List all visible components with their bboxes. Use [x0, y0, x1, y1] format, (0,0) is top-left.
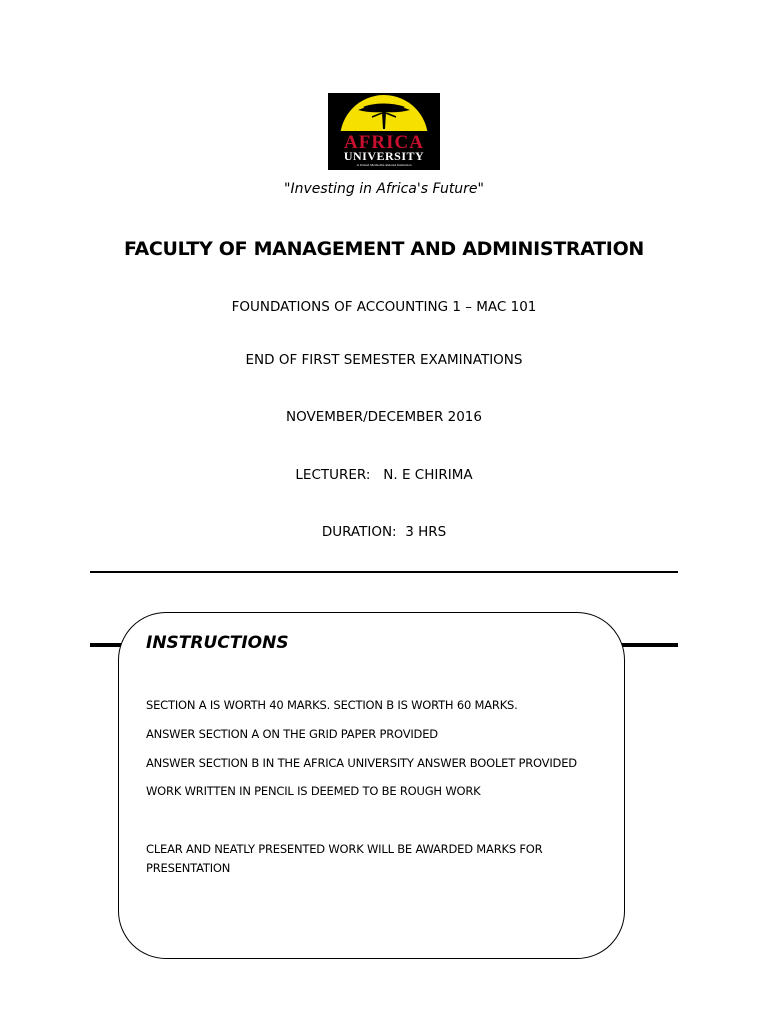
duration-line: DURATION: 3 HRS	[321, 524, 447, 540]
instruction-item: CLEAR AND NEATLY PRESENTED WORK WILL BE AWARDED MARKS FOR PRESENTATION	[146, 842, 543, 875]
logo-tagline-text: A United Methodist-Related Institution	[356, 163, 412, 167]
motto: "Investing in Africa's Future"	[284, 181, 484, 197]
instruction-item: ANSWER SECTION B IN THE AFRICA UNIVERSITY ANSWER BOOLET PROVIDED	[146, 756, 577, 770]
lecturer-line: LECTURER: N. E CHIRIMA	[295, 467, 473, 483]
faculty-title: FACULTY OF MANAGEMENT AND ADMINISTRATION	[123, 238, 645, 260]
instruction-item: WORK WRITTEN IN PENCIL IS DEEMED TO BE ROUGH WORK	[146, 784, 481, 798]
divider-stub-left	[90, 643, 122, 647]
exam-date: NOVEMBER/DECEMBER 2016	[286, 409, 482, 425]
exam-title: END OF FIRST SEMESTER EXAMINATIONS	[245, 352, 523, 368]
instruction-item: SECTION A IS WORTH 40 MARKS. SECTION B IS WORTH 60 MARKS.	[146, 698, 518, 712]
logo-university-text: UNIVERSITY	[343, 149, 425, 163]
africa-university-logo	[328, 93, 440, 170]
instructions-heading: INSTRUCTIONS	[146, 633, 289, 653]
horizontal-divider	[90, 571, 678, 573]
course-title: FOUNDATIONS OF ACCOUNTING 1 – MAC 101	[231, 299, 537, 315]
divider-stub-right	[620, 643, 678, 647]
instruction-item: ANSWER SECTION A ON THE GRID PAPER PROVIDED	[146, 727, 438, 741]
logo-africa-text: AFRICA	[344, 132, 424, 153]
